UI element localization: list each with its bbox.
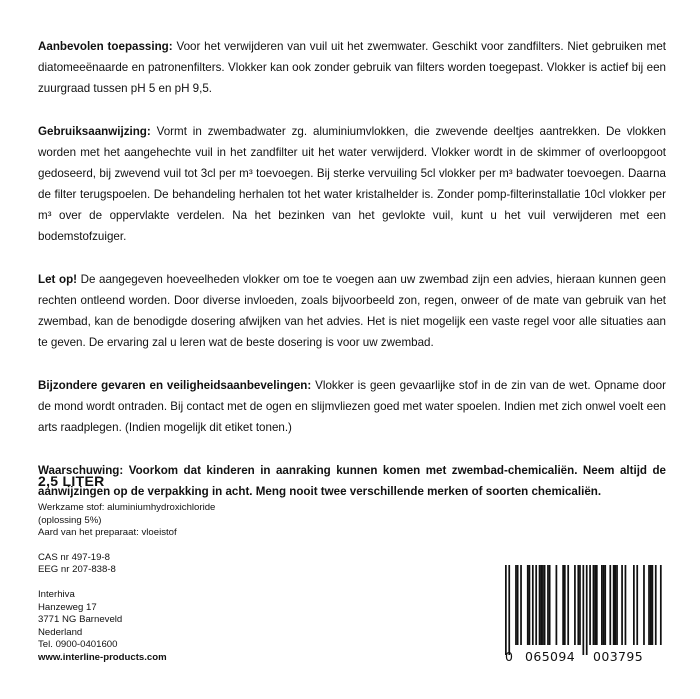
barcode-bar	[582, 565, 584, 655]
barcode-bar	[609, 565, 611, 645]
barcode-bar	[643, 565, 645, 645]
barcode-bar	[655, 565, 657, 645]
barcode-bar	[515, 565, 517, 645]
barcode-bar	[567, 565, 569, 645]
barcode-bar	[529, 565, 531, 645]
section-text: Vormt in zwembadwater zg. aluminiumvlokken, die zwevende deeltjes aantrekken. De vlokken worden met het aangehechte vuil in het zandfilter uit het water verwijderd. Vlokker wordt in de skimmer of overloopgoot gedoseerd, bij zwevend vuil tot 3cl per m³ toevoegen. Bij sterke vervuiling 5cl vlokker per m³ badwater toevoegen. Daarna de filter terugspoelen. De behandeling herhalen tot het water kristalhelder is. Zonder pomp-filterinstallatie 10cl vlokker per m³ over de oppervlakte verdelen. Na het bezinken van het gevlokte vuil, kunt u het vuil verwijderen met een bodemstofzuiger.	[38, 125, 666, 243]
company-street: Hanzeweg 17	[38, 601, 97, 613]
barcode-bar	[505, 565, 507, 655]
section-heading: Gebruiksaanwijzing:	[38, 125, 151, 138]
section-heading: Let op!	[38, 273, 78, 286]
barcode-bar	[660, 565, 662, 645]
barcode-bar	[549, 565, 551, 645]
barcode-bar	[532, 565, 534, 645]
section-attention	[38, 269, 666, 353]
barcode-bar	[621, 565, 623, 645]
company-website: www.interline-products.com	[38, 651, 167, 663]
barcode-bar	[508, 565, 510, 655]
section-text: Voor het verwijderen van vuil uit het zwemwater. Geschikt voor zandfilters. Niet gebruiken met diatomeeënaarde en patronenfilters. Vlokker kan ook zonder gebruik van filters worden toegepast. Vlokker is actief bij een zuurgraad tussen pH 5 en pH 9,5.	[38, 40, 666, 95]
barcode-first-digit: 0	[505, 649, 514, 664]
company-phone: Tel. 0900-0401600	[38, 639, 118, 651]
barcode-bar	[603, 565, 605, 645]
barcode	[505, 565, 665, 664]
barcode-bar	[574, 565, 576, 645]
barcode-bar	[613, 565, 615, 645]
company-city: 3771 NG Barneveld	[38, 614, 123, 626]
barcode-bar	[539, 565, 541, 645]
barcode-bar	[520, 565, 522, 645]
company-name: Interhiva	[38, 588, 75, 600]
eeg-number: EEG nr 207-838-8	[38, 564, 116, 576]
section-recommended-use	[38, 36, 666, 99]
barcode-bar	[577, 565, 579, 645]
barcode-bar	[562, 565, 564, 645]
barcode-bar	[542, 565, 544, 645]
barcode-bar	[650, 565, 652, 645]
barcode-bar	[594, 565, 596, 645]
section-text: De aangegeven hoeveelheden vlokker om toe te voegen aan uw zwembad zijn een advies, hieraan kunnen geen rechten ontleend worden. Door diverse invloeden, zoals bijvoorbeeld zon, regen, onweer of de mate van gebruik van het zwembad, kan de benodigde dosering afwijken van het advies. Het is niet mogelijk een vaste regel voor alle situaties aan te geven. De ervaring zal u leren wat de beste dosering is voor uw zwembad.	[38, 273, 667, 349]
barcode-bar	[535, 565, 537, 645]
composition	[38, 502, 318, 540]
barcode-bar	[593, 565, 595, 645]
section-hazards	[38, 375, 666, 438]
barcode-bar	[614, 565, 616, 645]
company-address	[38, 589, 318, 665]
barcode-left-group: 065094	[525, 649, 576, 664]
cas-number: CAS nr 497-19-8	[38, 551, 110, 563]
barcode-bar	[547, 565, 549, 645]
section-heading: Aanbevolen toepassing:	[38, 40, 173, 53]
warning-text: Waarschuwing: Voorkom dat kinderen in aanraking kunnen komen met zwembad-chemicaliën. Neem altijd de aanwijzingen op de verpakking in acht. Meng nooit twee verschillende merken of soorten chemicaliën.	[38, 464, 666, 498]
volume-label: 2,5 LITER	[38, 473, 105, 489]
barcode-bars	[505, 565, 665, 661]
solution: (oplossing 5%)	[38, 514, 102, 526]
barcode-bar	[633, 565, 635, 645]
section-text: Vlokker is geen gevaarlijke stof in de zin van de wet. Opname door de mond wordt ontraden. Bij contact met de ogen en slijmvliezen goed met water spoelen. Indien met zich onwel voelt een arts raadplegen. (Indien mogelijk dit etiket tonen.)	[38, 379, 666, 434]
active-substance: Werkzame stof: aluminiumhydroxichloride	[38, 502, 216, 513]
barcode-bar	[652, 565, 654, 645]
barcode-bar	[586, 565, 588, 655]
barcode-bar	[540, 565, 542, 645]
barcode-bar	[616, 565, 618, 645]
barcode-right-group: 003795	[593, 649, 644, 664]
barcode-bar	[625, 565, 627, 645]
product-info	[38, 502, 318, 677]
instructions	[38, 36, 666, 524]
preparation-type: Aard van het preparaat: vloeistof	[38, 527, 177, 539]
barcode-bar	[527, 565, 529, 645]
company-country: Nederland	[38, 626, 83, 638]
barcode-bar	[589, 565, 591, 645]
barcode-bar	[648, 565, 650, 645]
barcode-bar	[544, 565, 546, 645]
section-usage-instructions	[38, 121, 666, 247]
barcode-bar	[601, 565, 603, 645]
barcode-bar	[636, 565, 638, 645]
barcode-bar	[604, 565, 606, 645]
barcode-bar	[579, 565, 581, 645]
barcode-bar	[564, 565, 566, 645]
barcode-bar	[596, 565, 598, 645]
barcode-bar	[517, 565, 519, 645]
registration-numbers	[38, 552, 318, 577]
barcode-bar	[556, 565, 558, 645]
section-heading: Bijzondere gevaren en veiligheidsaanbevelingen:	[38, 379, 312, 392]
